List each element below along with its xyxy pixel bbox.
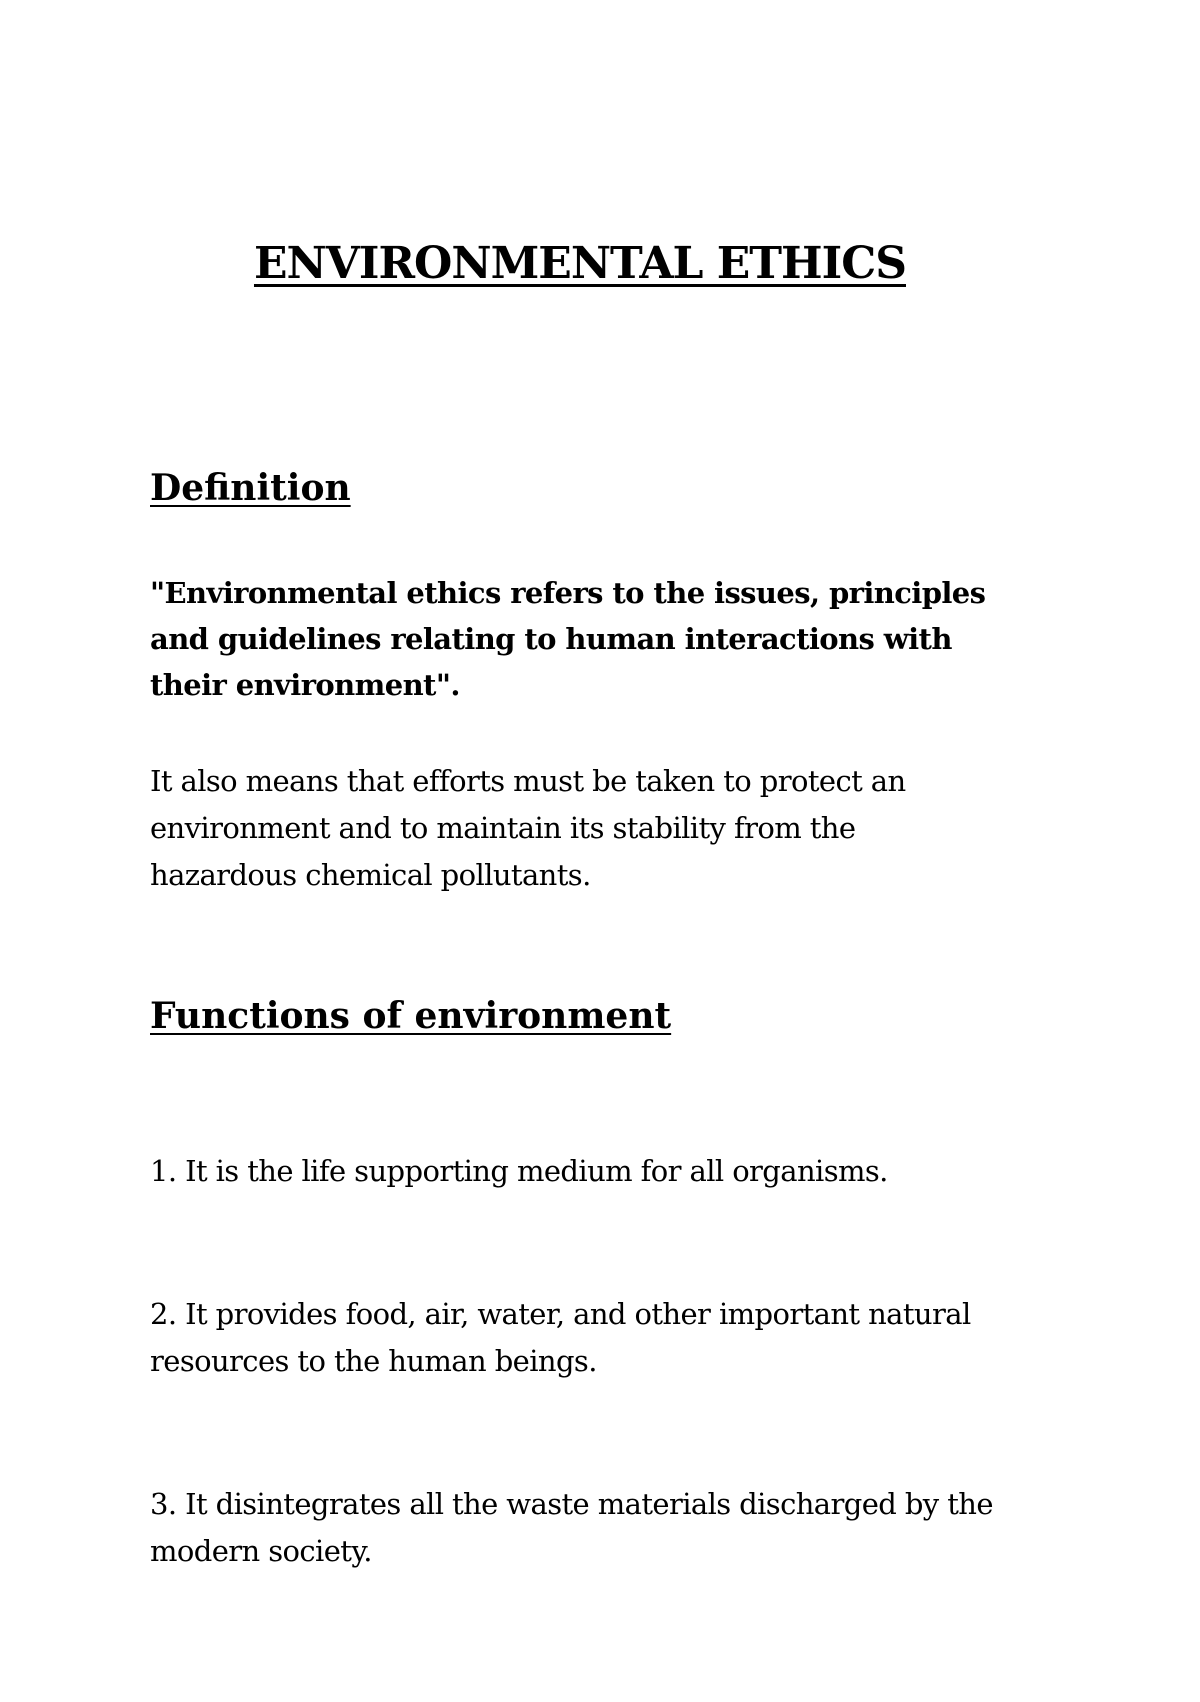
functions-heading: Functions of environment — [150, 995, 672, 1037]
function-item-2: 2. It provides food, air, water, and other important natural resources to the human beings. — [150, 1297, 971, 1378]
page-title: ENVIRONMENTAL ETHICS — [253, 238, 906, 289]
definition-extra-paragraph: It also means that efforts must be taken to protect an environment and to maintain its stability from the hazardous chemical pollutants. — [150, 764, 906, 892]
definition-quote: "Environmental ethics refers to the issues, principles and guidelines relating to human interactions with their environment". — [150, 576, 986, 702]
function-item-3: 3. It disintegrates all the waste materials discharged by the modern society. — [150, 1487, 993, 1568]
definition-heading: Definition — [150, 467, 351, 509]
function-item-1: 1. It is the life supporting medium for all organisms. — [150, 1154, 888, 1188]
